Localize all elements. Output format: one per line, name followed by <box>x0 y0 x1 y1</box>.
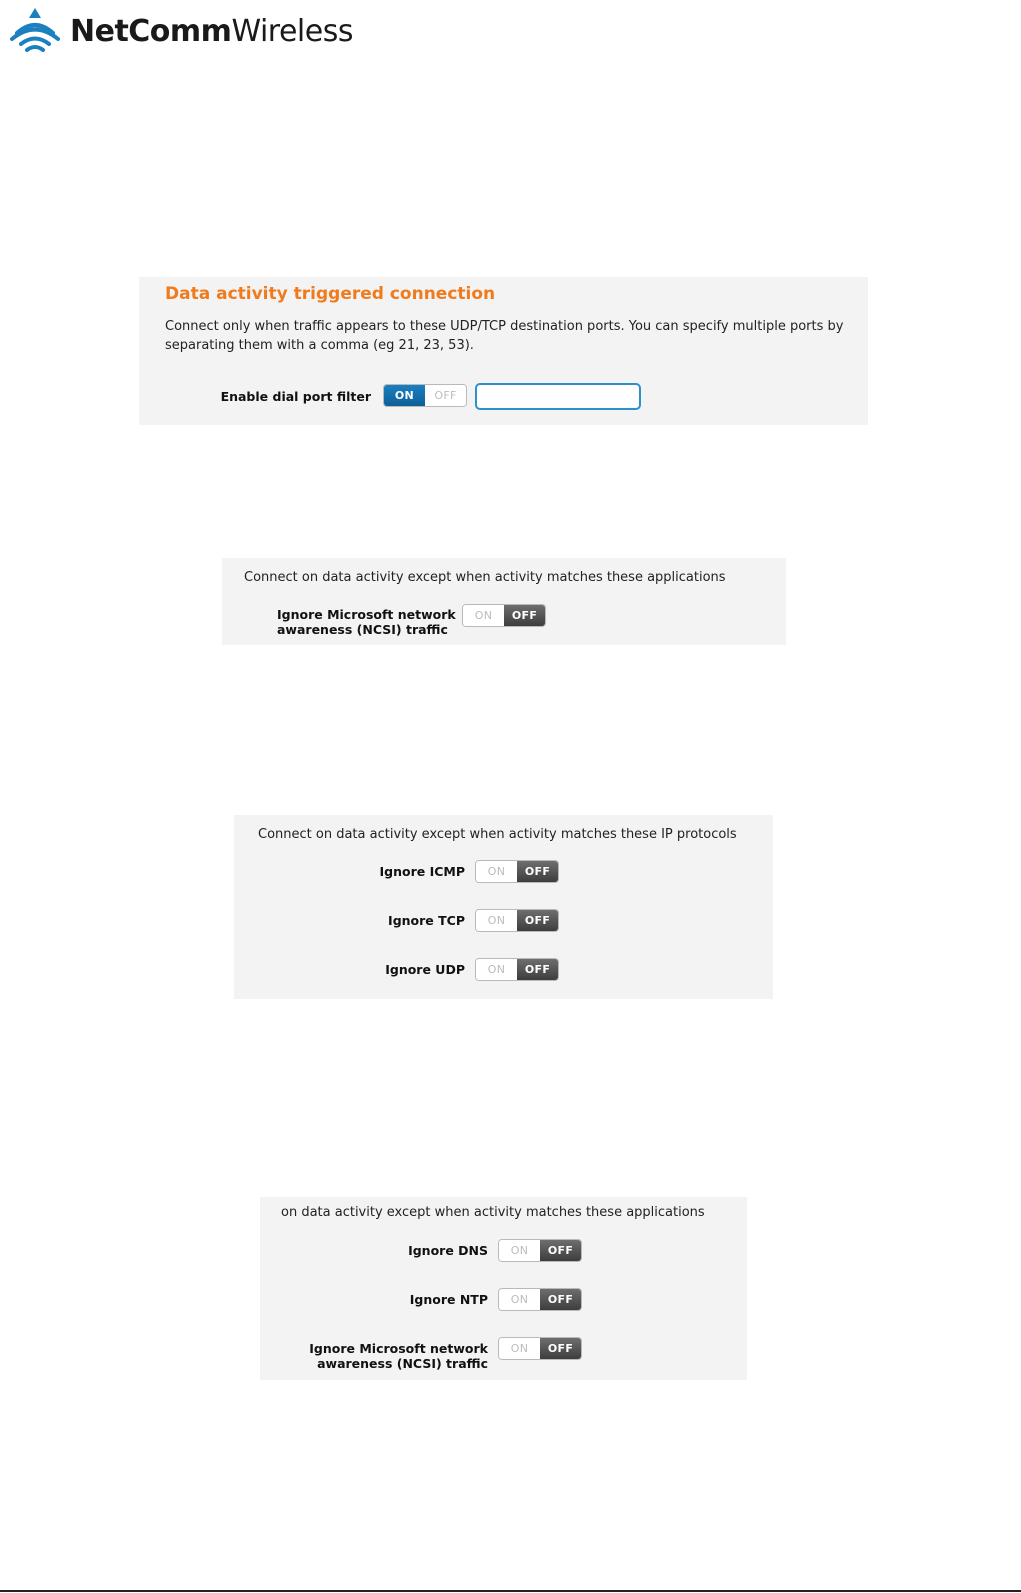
ignore-icmp-label: Ignore ICMP <box>379 864 465 879</box>
ncsi-applications-panel <box>222 558 786 645</box>
ignore-tcp-label: Ignore TCP <box>388 913 465 928</box>
toggle-on[interactable]: ON <box>476 910 517 931</box>
ncsi-label-line2: awareness (NCSI) traffic <box>317 1356 488 1371</box>
panel-description: on data activity except when activity matches these applications <box>281 1205 705 1220</box>
panel-title: Data activity triggered connection <box>165 284 496 304</box>
dial-port-filter-toggle[interactable] <box>383 384 467 407</box>
ignore-icmp-toggle[interactable] <box>475 860 559 883</box>
netcomm-logo <box>8 6 353 56</box>
toggle-on[interactable]: ON <box>499 1338 540 1359</box>
ncsi-label-line1: Ignore Microsoft network <box>277 607 456 622</box>
ignore-ntp-label: Ignore NTP <box>409 1292 488 1307</box>
panel-description: Connect on data activity except when activity matches these IP protocols <box>258 827 737 842</box>
toggle-off[interactable]: OFF <box>540 1240 581 1261</box>
toggle-on[interactable]: ON <box>499 1240 540 1261</box>
toggle-off[interactable]: OFF <box>517 959 558 980</box>
ignore-ncsi-toggle[interactable] <box>498 1337 582 1360</box>
dial-ports-input[interactable] <box>475 383 641 410</box>
footer-divider <box>0 1590 1021 1592</box>
ignore-dns-label: Ignore DNS <box>408 1243 488 1258</box>
toggle-off[interactable]: OFF <box>540 1338 581 1359</box>
applications-panel <box>260 1197 747 1380</box>
ignore-ncsi-toggle[interactable] <box>462 604 546 627</box>
ncsi-label <box>277 607 456 637</box>
toggle-off[interactable]: OFF <box>540 1289 581 1310</box>
ignore-ntp-toggle[interactable] <box>498 1288 582 1311</box>
ignore-tcp-toggle[interactable] <box>475 909 559 932</box>
toggle-on[interactable]: ON <box>476 861 517 882</box>
panel-description: Connect on data activity except when activity matches these applications <box>244 570 726 585</box>
ignore-dns-toggle[interactable] <box>498 1239 582 1262</box>
ignore-udp-label: Ignore UDP <box>385 962 465 977</box>
toggle-on[interactable]: ON <box>384 385 425 406</box>
dial-port-filter-label: Enable dial port filter <box>220 389 371 404</box>
toggle-off[interactable]: OFF <box>504 605 545 626</box>
ignore-udp-toggle[interactable] <box>475 958 559 981</box>
toggle-on[interactable]: ON <box>499 1289 540 1310</box>
wifi-logo-icon <box>8 6 62 56</box>
ncsi-label <box>309 1341 488 1371</box>
toggle-on[interactable]: ON <box>463 605 504 626</box>
ncsi-label-line1: Ignore Microsoft network <box>309 1341 488 1356</box>
logo-text: NetCommWireless <box>70 13 353 49</box>
toggle-off[interactable]: OFF <box>425 385 466 406</box>
ip-protocols-panel <box>234 815 773 999</box>
toggle-on[interactable]: ON <box>476 959 517 980</box>
toggle-off[interactable]: OFF <box>517 910 558 931</box>
ncsi-label-line2: awareness (NCSI) traffic <box>277 622 448 637</box>
panel-description: Connect only when traffic appears to these UDP/TCP destination ports. You can specify multiple ports by separating them with a comma (eg 21, 23, 53). <box>165 319 844 353</box>
toggle-off[interactable]: OFF <box>517 861 558 882</box>
dial-port-filter-panel <box>139 277 868 425</box>
